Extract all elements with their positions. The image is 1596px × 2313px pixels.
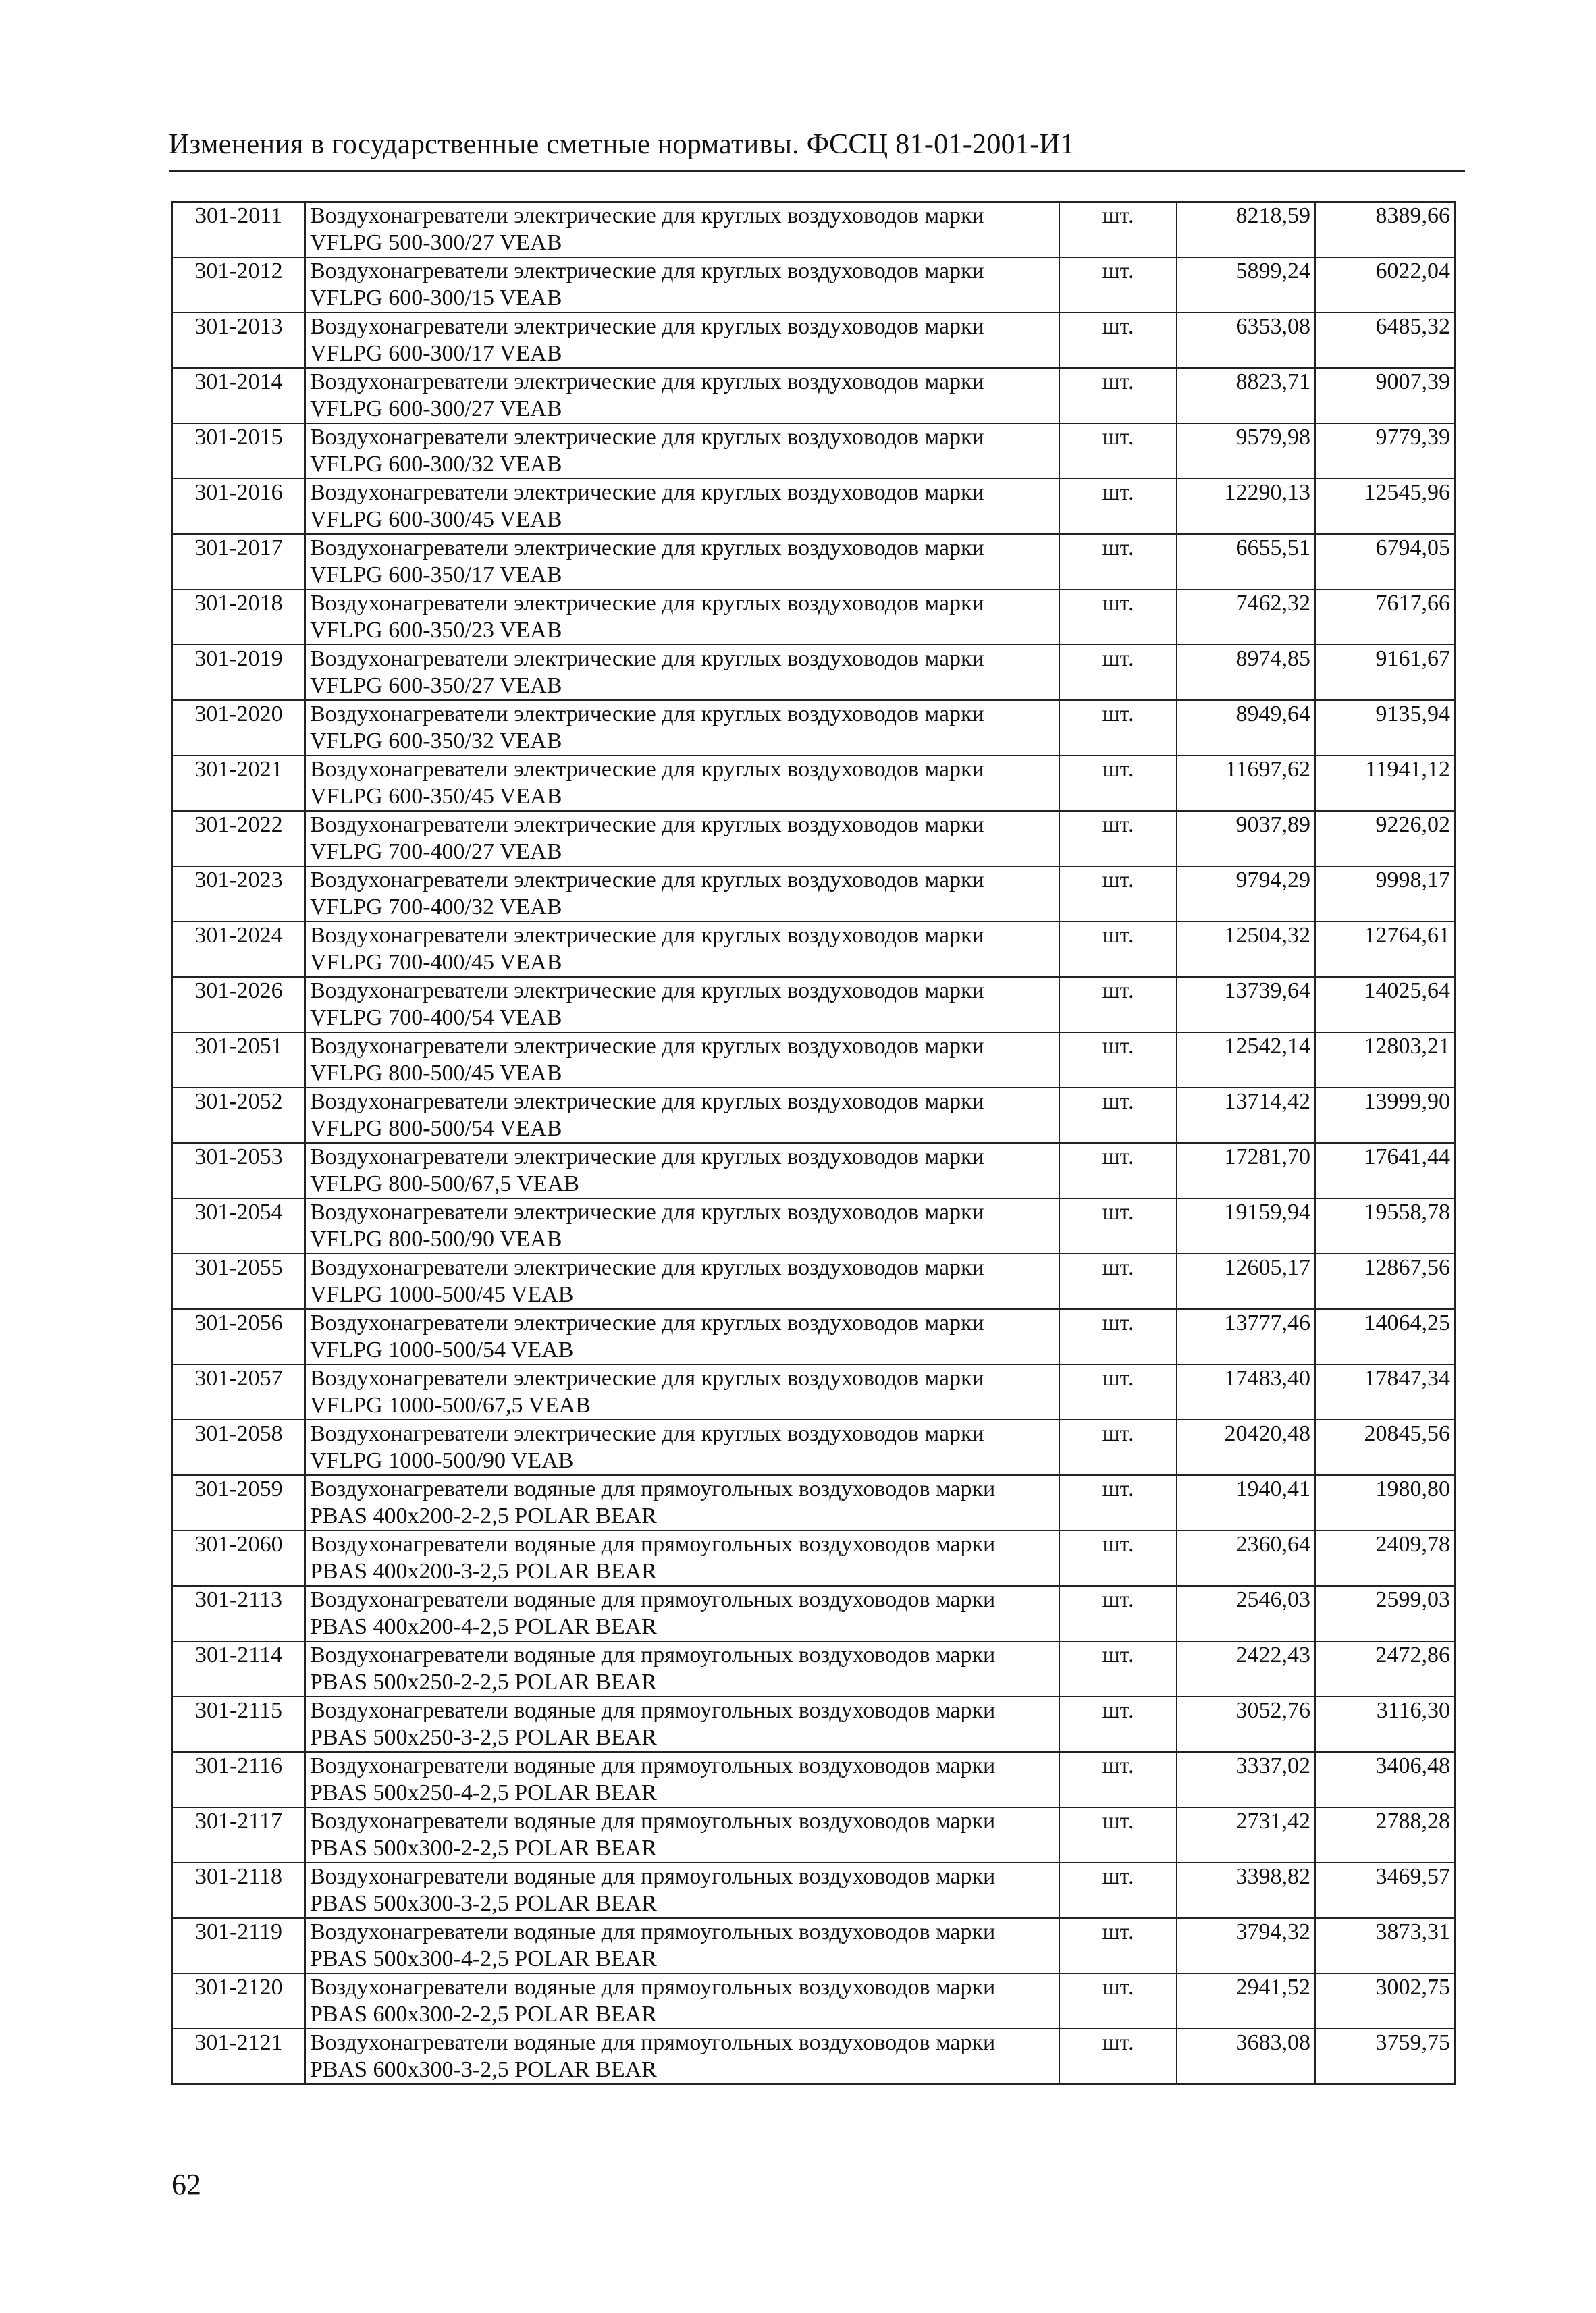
table-row — [172, 2029, 1455, 2084]
table-row — [172, 423, 1455, 479]
item-price-1: 2731,42 — [1177, 1807, 1315, 1863]
item-price-2: 9161,67 — [1315, 645, 1455, 700]
item-price-1: 8823,71 — [1177, 368, 1315, 423]
item-code: 301-2051 — [172, 1032, 305, 1088]
item-price-1: 12290,13 — [1177, 479, 1315, 534]
item-unit: шт. — [1059, 1475, 1177, 1531]
table-row — [172, 1918, 1455, 1973]
item-price-1: 19159,94 — [1177, 1198, 1315, 1254]
item-unit: шт. — [1059, 645, 1177, 700]
item-unit: шт. — [1059, 922, 1177, 977]
item-unit: шт. — [1059, 1807, 1177, 1863]
table-row — [172, 1088, 1455, 1143]
table-row — [172, 1697, 1455, 1752]
item-name: Воздухонагреватели электрические для круглых воздуховодов марки VFLPG 800-500/67,5 VEAB — [305, 1143, 1059, 1198]
table-row — [172, 589, 1455, 645]
item-code: 301-2057 — [172, 1364, 305, 1420]
item-price-2: 12764,61 — [1315, 922, 1455, 977]
item-name: Воздухонагреватели электрические для круглых воздуховодов марки VFLPG 800-500/45 VEAB — [305, 1032, 1059, 1088]
item-price-2: 17641,44 — [1315, 1143, 1455, 1198]
item-name: Воздухонагреватели электрические для круглых воздуховодов марки VFLPG 700-400/54 VEAB — [305, 977, 1059, 1032]
item-price-2: 14025,64 — [1315, 977, 1455, 1032]
item-price-1: 20420,48 — [1177, 1420, 1315, 1475]
item-name: Воздухонагреватели электрические для круглых воздуховодов марки VFLPG 1000-500/54 VEAB — [305, 1309, 1059, 1364]
item-code: 301-2011 — [172, 202, 305, 257]
item-code: 301-2019 — [172, 645, 305, 700]
table-row — [172, 1364, 1455, 1420]
item-name: Воздухонагреватели водяные для прямоугольных воздуховодов марки PBAS 400x200-4-2,5 POLAR BEAR — [305, 1586, 1059, 1641]
item-code: 301-2113 — [172, 1586, 305, 1641]
item-code: 301-2021 — [172, 755, 305, 811]
item-unit: шт. — [1059, 811, 1177, 866]
item-code: 301-2117 — [172, 1807, 305, 1863]
item-price-2: 9007,39 — [1315, 368, 1455, 423]
item-code: 301-2014 — [172, 368, 305, 423]
item-price-1: 8218,59 — [1177, 202, 1315, 257]
table-row — [172, 866, 1455, 922]
item-name: Воздухонагреватели водяные для прямоугольных воздуховодов марки PBAS 500x300-3-2,5 POLAR BEAR — [305, 1863, 1059, 1918]
item-price-1: 11697,62 — [1177, 755, 1315, 811]
item-code: 301-2118 — [172, 1863, 305, 1918]
item-unit: шт. — [1059, 755, 1177, 811]
item-price-1: 9794,29 — [1177, 866, 1315, 922]
item-price-2: 17847,34 — [1315, 1364, 1455, 1420]
table-row — [172, 700, 1455, 755]
item-price-1: 3398,82 — [1177, 1863, 1315, 1918]
item-name: Воздухонагреватели водяные для прямоугольных воздуховодов марки PBAS 500x250-4-2,5 POLAR BEAR — [305, 1752, 1059, 1807]
item-unit: шт. — [1059, 534, 1177, 589]
item-price-2: 13999,90 — [1315, 1088, 1455, 1143]
item-price-1: 12542,14 — [1177, 1032, 1315, 1088]
item-price-1: 2360,64 — [1177, 1531, 1315, 1586]
item-code: 301-2020 — [172, 700, 305, 755]
item-code: 301-2115 — [172, 1697, 305, 1752]
item-code: 301-2018 — [172, 589, 305, 645]
item-code: 301-2052 — [172, 1088, 305, 1143]
item-price-1: 12504,32 — [1177, 922, 1315, 977]
item-unit: шт. — [1059, 1973, 1177, 2029]
page-number: 62 — [171, 2168, 201, 2201]
table-row — [172, 1641, 1455, 1697]
item-price-2: 14064,25 — [1315, 1309, 1455, 1364]
table-row — [172, 534, 1455, 589]
item-price-2: 12545,96 — [1315, 479, 1455, 534]
item-code: 301-2012 — [172, 257, 305, 313]
item-price-1: 6655,51 — [1177, 534, 1315, 589]
item-name: Воздухонагреватели водяные для прямоугольных воздуховодов марки PBAS 500x300-2-2,5 POLAR BEAR — [305, 1807, 1059, 1863]
item-name: Воздухонагреватели электрические для круглых воздуховодов марки VFLPG 1000-500/45 VEAB — [305, 1254, 1059, 1309]
item-name: Воздухонагреватели водяные для прямоугольных воздуховодов марки PBAS 600x300-2-2,5 POLAR BEAR — [305, 1973, 1059, 2029]
item-price-2: 3406,48 — [1315, 1752, 1455, 1807]
item-unit: шт. — [1059, 977, 1177, 1032]
item-price-2: 3116,30 — [1315, 1697, 1455, 1752]
table-row — [172, 755, 1455, 811]
price-table — [171, 201, 1456, 2085]
table-row — [172, 1475, 1455, 1531]
item-unit: шт. — [1059, 1697, 1177, 1752]
item-name: Воздухонагреватели электрические для круглых воздуховодов марки VFLPG 1000-500/90 VEAB — [305, 1420, 1059, 1475]
table-row — [172, 479, 1455, 534]
table-row — [172, 922, 1455, 977]
item-code: 301-2055 — [172, 1254, 305, 1309]
item-price-2: 9135,94 — [1315, 700, 1455, 755]
item-price-2: 3002,75 — [1315, 1973, 1455, 2029]
item-name: Воздухонагреватели электрические для круглых воздуховодов марки VFLPG 700-400/45 VEAB — [305, 922, 1059, 977]
item-price-1: 7462,32 — [1177, 589, 1315, 645]
table-row — [172, 1143, 1455, 1198]
item-code: 301-2017 — [172, 534, 305, 589]
item-price-2: 9226,02 — [1315, 811, 1455, 866]
item-price-1: 13739,64 — [1177, 977, 1315, 1032]
item-price-2: 2472,86 — [1315, 1641, 1455, 1697]
item-name: Воздухонагреватели электрические для круглых воздуховодов марки VFLPG 600-350/32 VEAB — [305, 700, 1059, 755]
table-row — [172, 645, 1455, 700]
item-price-1: 13777,46 — [1177, 1309, 1315, 1364]
item-price-2: 3873,31 — [1315, 1918, 1455, 1973]
item-name: Воздухонагреватели электрические для круглых воздуховодов марки VFLPG 600-350/27 VEAB — [305, 645, 1059, 700]
item-name: Воздухонагреватели водяные для прямоугольных воздуховодов марки PBAS 500x250-3-2,5 POLAR BEAR — [305, 1697, 1059, 1752]
table-row — [172, 1807, 1455, 1863]
item-price-2: 8389,66 — [1315, 202, 1455, 257]
item-name: Воздухонагреватели электрические для круглых воздуховодов марки VFLPG 600-300/15 VEAB — [305, 257, 1059, 313]
item-name: Воздухонагреватели электрические для круглых воздуховодов марки VFLPG 800-500/54 VEAB — [305, 1088, 1059, 1143]
item-price-2: 6022,04 — [1315, 257, 1455, 313]
item-unit: шт. — [1059, 589, 1177, 645]
item-code: 301-2056 — [172, 1309, 305, 1364]
item-code: 301-2114 — [172, 1641, 305, 1697]
item-code: 301-2053 — [172, 1143, 305, 1198]
item-code: 301-2060 — [172, 1531, 305, 1586]
table-row — [172, 368, 1455, 423]
item-price-1: 8949,64 — [1177, 700, 1315, 755]
item-name: Воздухонагреватели электрические для круглых воздуховодов марки VFLPG 600-300/17 VEAB — [305, 313, 1059, 368]
item-price-1: 3337,02 — [1177, 1752, 1315, 1807]
item-unit: шт. — [1059, 1420, 1177, 1475]
item-price-2: 11941,12 — [1315, 755, 1455, 811]
header-rule — [169, 170, 1465, 172]
item-unit: шт. — [1059, 423, 1177, 479]
item-code: 301-2119 — [172, 1918, 305, 1973]
item-name: Воздухонагреватели электрические для круглых воздуховодов марки VFLPG 600-350/17 VEAB — [305, 534, 1059, 589]
item-price-1: 2422,43 — [1177, 1641, 1315, 1697]
table-row — [172, 1586, 1455, 1641]
item-name: Воздухонагреватели водяные для прямоугольных воздуховодов марки PBAS 400x200-2-2,5 POLAR BEAR — [305, 1475, 1059, 1531]
item-price-2: 6794,05 — [1315, 534, 1455, 589]
item-price-2: 6485,32 — [1315, 313, 1455, 368]
table-row — [172, 202, 1455, 257]
item-name: Воздухонагреватели электрические для круглых воздуховодов марки VFLPG 700-400/27 VEAB — [305, 811, 1059, 866]
item-price-1: 13714,42 — [1177, 1088, 1315, 1143]
item-unit: шт. — [1059, 1641, 1177, 1697]
item-price-1: 3052,76 — [1177, 1697, 1315, 1752]
item-name: Воздухонагреватели электрические для круглых воздуховодов марки VFLPG 700-400/32 VEAB — [305, 866, 1059, 922]
item-unit: шт. — [1059, 1918, 1177, 1973]
item-code: 301-2121 — [172, 2029, 305, 2084]
item-price-1: 17281,70 — [1177, 1143, 1315, 1198]
item-price-2: 1980,80 — [1315, 1475, 1455, 1531]
item-name: Воздухонагреватели электрические для круглых воздуховодов марки VFLPG 1000-500/67,5 VEAB — [305, 1364, 1059, 1420]
item-code: 301-2059 — [172, 1475, 305, 1531]
item-price-2: 12803,21 — [1315, 1032, 1455, 1088]
item-unit: шт. — [1059, 2029, 1177, 2084]
item-code: 301-2026 — [172, 977, 305, 1032]
table-row — [172, 1254, 1455, 1309]
item-code: 301-2015 — [172, 423, 305, 479]
item-code: 301-2054 — [172, 1198, 305, 1254]
item-price-1: 3683,08 — [1177, 2029, 1315, 2084]
item-unit: шт. — [1059, 313, 1177, 368]
item-name: Воздухонагреватели электрические для круглых воздуховодов марки VFLPG 800-500/90 VEAB — [305, 1198, 1059, 1254]
item-code: 301-2024 — [172, 922, 305, 977]
item-price-1: 2941,52 — [1177, 1973, 1315, 2029]
item-price-1: 6353,08 — [1177, 313, 1315, 368]
item-unit: шт. — [1059, 1364, 1177, 1420]
item-price-2: 20845,56 — [1315, 1420, 1455, 1475]
item-name: Воздухонагреватели электрические для круглых воздуховодов марки VFLPG 600-350/23 VEAB — [305, 589, 1059, 645]
item-price-2: 9998,17 — [1315, 866, 1455, 922]
price-table-body — [172, 202, 1455, 2084]
table-row — [172, 811, 1455, 866]
item-code: 301-2013 — [172, 313, 305, 368]
item-unit: шт. — [1059, 479, 1177, 534]
table-row — [172, 1420, 1455, 1475]
item-unit: шт. — [1059, 1143, 1177, 1198]
table-row — [172, 313, 1455, 368]
table-row — [172, 977, 1455, 1032]
table-row — [172, 1531, 1455, 1586]
item-price-2: 3469,57 — [1315, 1863, 1455, 1918]
item-price-2: 19558,78 — [1315, 1198, 1455, 1254]
item-name: Воздухонагреватели электрические для круглых воздуховодов марки VFLPG 600-300/45 VEAB — [305, 479, 1059, 534]
item-unit: шт. — [1059, 700, 1177, 755]
item-price-1: 8974,85 — [1177, 645, 1315, 700]
item-unit: шт. — [1059, 1863, 1177, 1918]
item-code: 301-2016 — [172, 479, 305, 534]
item-unit: шт. — [1059, 1198, 1177, 1254]
item-name: Воздухонагреватели водяные для прямоугольных воздуховодов марки PBAS 500x250-2-2,5 POLAR BEAR — [305, 1641, 1059, 1697]
item-unit: шт. — [1059, 866, 1177, 922]
item-code: 301-2058 — [172, 1420, 305, 1475]
table-row — [172, 1863, 1455, 1918]
table-row — [172, 1032, 1455, 1088]
item-price-2: 7617,66 — [1315, 589, 1455, 645]
item-price-1: 2546,03 — [1177, 1586, 1315, 1641]
item-price-1: 12605,17 — [1177, 1254, 1315, 1309]
item-price-1: 9037,89 — [1177, 811, 1315, 866]
table-row — [172, 1309, 1455, 1364]
item-price-2: 3759,75 — [1315, 2029, 1455, 2084]
item-unit: шт. — [1059, 257, 1177, 313]
item-code: 301-2023 — [172, 866, 305, 922]
item-unit: шт. — [1059, 1032, 1177, 1088]
item-price-2: 12867,56 — [1315, 1254, 1455, 1309]
item-price-2: 2599,03 — [1315, 1586, 1455, 1641]
item-unit: шт. — [1059, 1586, 1177, 1641]
item-unit: шт. — [1059, 202, 1177, 257]
item-name: Воздухонагреватели водяные для прямоугольных воздуховодов марки PBAS 500x300-4-2,5 POLAR BEAR — [305, 1918, 1059, 1973]
item-name: Воздухонагреватели водяные для прямоугольных воздуховодов марки PBAS 400x200-3-2,5 POLAR BEAR — [305, 1531, 1059, 1586]
item-price-1: 1940,41 — [1177, 1475, 1315, 1531]
item-price-1: 9579,98 — [1177, 423, 1315, 479]
page-header: Изменения в государственные сметные нормативы. ФССЦ 81-01-2001-И1 — [169, 129, 1075, 160]
table-row — [172, 1752, 1455, 1807]
item-unit: шт. — [1059, 1309, 1177, 1364]
table-row — [172, 1973, 1455, 2029]
item-unit: шт. — [1059, 1088, 1177, 1143]
item-code: 301-2116 — [172, 1752, 305, 1807]
table-row — [172, 257, 1455, 313]
item-unit: шт. — [1059, 1752, 1177, 1807]
item-price-1: 17483,40 — [1177, 1364, 1315, 1420]
table-row — [172, 1198, 1455, 1254]
item-price-2: 2409,78 — [1315, 1531, 1455, 1586]
item-name: Воздухонагреватели водяные для прямоугольных воздуховодов марки PBAS 600x300-3-2,5 POLAR BEAR — [305, 2029, 1059, 2084]
item-unit: шт. — [1059, 1531, 1177, 1586]
item-name: Воздухонагреватели электрические для круглых воздуховодов марки VFLPG 600-350/45 VEAB — [305, 755, 1059, 811]
item-price-1: 3794,32 — [1177, 1918, 1315, 1973]
item-code: 301-2120 — [172, 1973, 305, 2029]
item-price-1: 5899,24 — [1177, 257, 1315, 313]
item-price-2: 9779,39 — [1315, 423, 1455, 479]
item-name: Воздухонагреватели электрические для круглых воздуховодов марки VFLPG 500-300/27 VEAB — [305, 202, 1059, 257]
item-code: 301-2022 — [172, 811, 305, 866]
item-name: Воздухонагреватели электрические для круглых воздуховодов марки VFLPG 600-300/32 VEAB — [305, 423, 1059, 479]
item-unit: шт. — [1059, 368, 1177, 423]
item-price-2: 2788,28 — [1315, 1807, 1455, 1863]
item-name: Воздухонагреватели электрические для круглых воздуховодов марки VFLPG 600-300/27 VEAB — [305, 368, 1059, 423]
item-unit: шт. — [1059, 1254, 1177, 1309]
